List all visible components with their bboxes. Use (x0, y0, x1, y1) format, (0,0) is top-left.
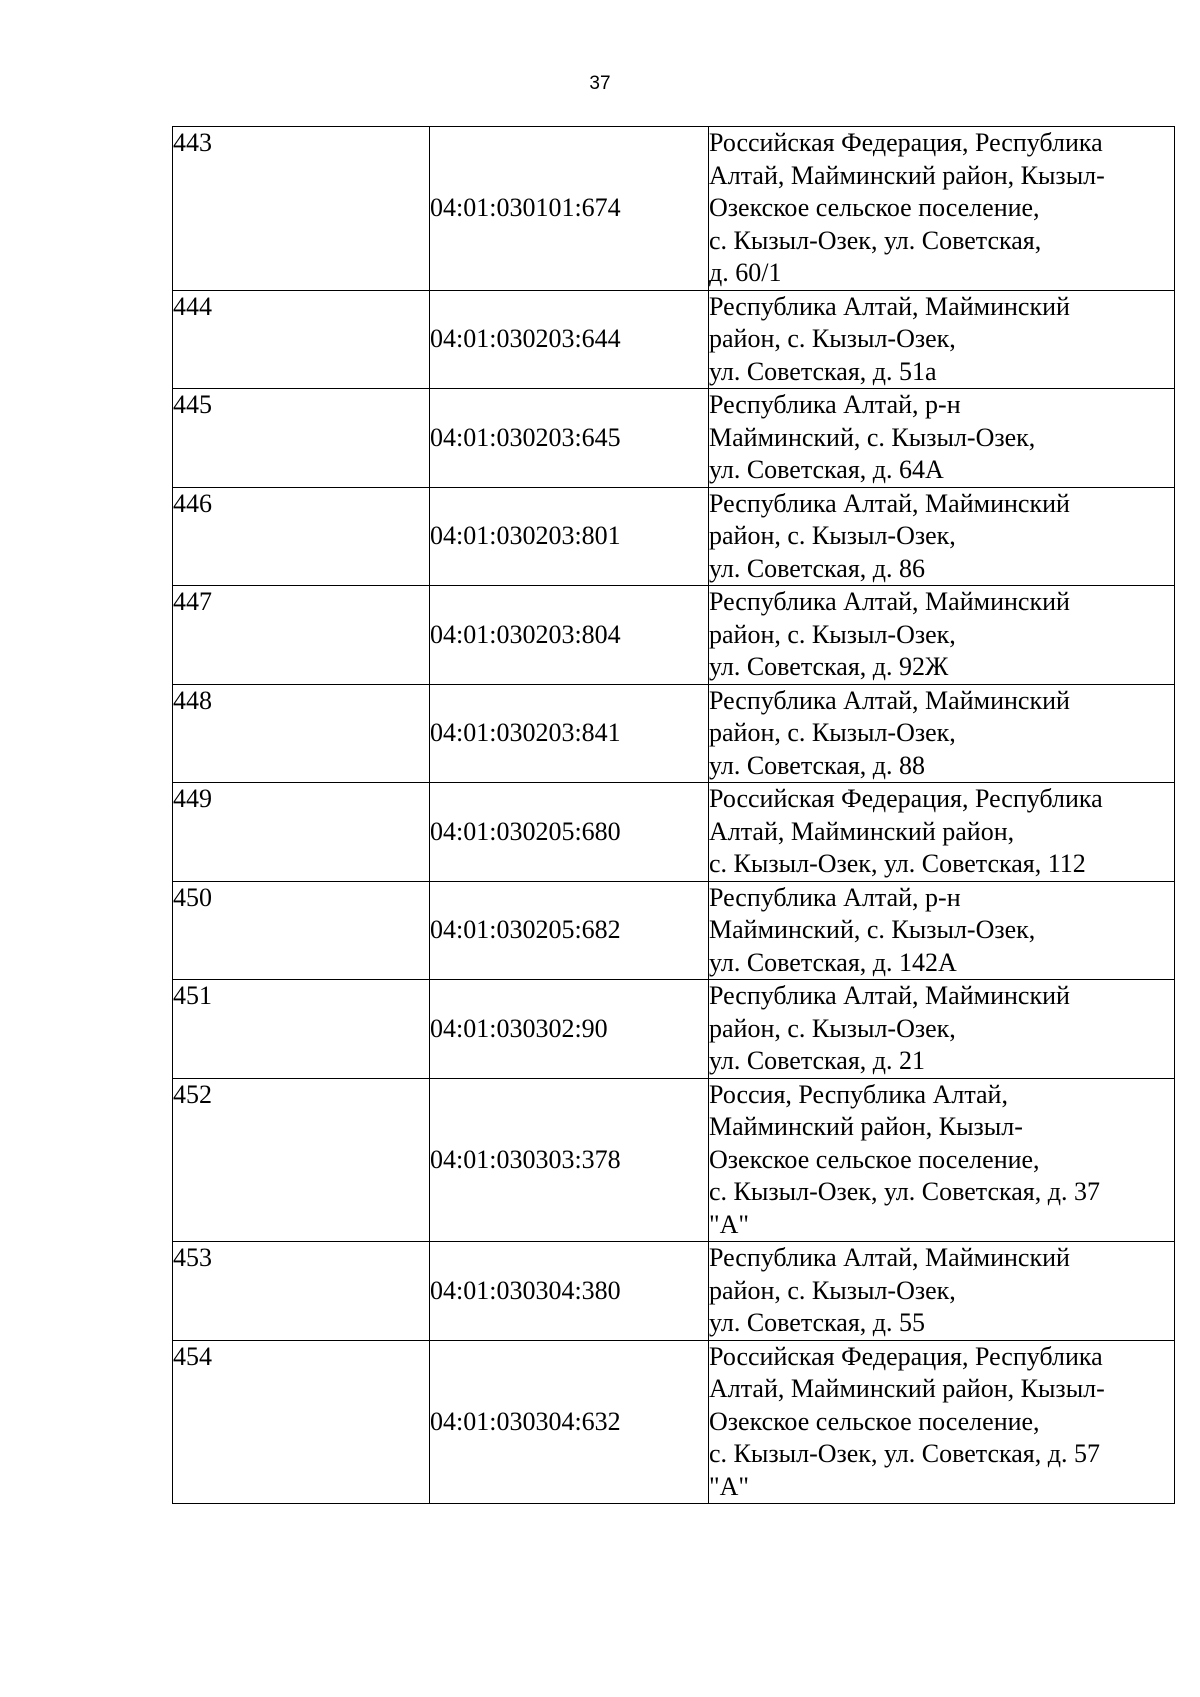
address-line: Российская Федерация, Республика (709, 128, 1103, 157)
address-line: ул. Советская, д. 142А (709, 947, 957, 977)
address-line: район, с. Кызыл-Озек, (709, 619, 956, 649)
cadastral-number-cell: 04:01:030205:682 (430, 881, 709, 980)
row-number-cell: 453 (173, 1242, 430, 1341)
address-line: ул. Советская, д. 88 (709, 750, 926, 780)
address-line: Алтай, Майминский район, Кызыл- (709, 1374, 1105, 1403)
address-line: Республика Алтай, Майминский (709, 981, 1070, 1010)
address-cell (709, 1078, 1175, 1242)
address-line: Республика Алтай, р-н (709, 390, 961, 419)
address-line: ул. Советская, д. 55 (709, 1308, 926, 1337)
address-line: Озекское сельское поселение, (709, 1144, 1040, 1174)
address-line: Майминский, с. Кызыл-Озек, (709, 422, 1036, 452)
table-row (173, 127, 1175, 291)
address-line: ул. Советская, д. 51а (709, 356, 937, 386)
address-line: Озекское сельское поселение, (709, 193, 1040, 222)
address-cell (709, 586, 1175, 685)
address-line: Республика Алтай, Майминский (709, 587, 1070, 616)
address-line: с. Кызыл-Озек, ул. Советская, д. 37 (709, 1177, 1100, 1206)
address-line: Майминский район, Кызыл- (709, 1112, 1023, 1141)
address-line: с. Кызыл-Озек, ул. Советская, 112 (709, 849, 1086, 878)
row-number-cell: 443 (173, 127, 430, 291)
address-cell (709, 1340, 1175, 1504)
address-line: Российская Федерация, Республика (709, 784, 1103, 813)
row-number-cell: 451 (173, 980, 430, 1079)
cadastral-number-cell: 04:01:030304:632 (430, 1340, 709, 1504)
cadastral-number-cell: 04:01:030203:801 (430, 487, 709, 586)
registry-table (172, 126, 1175, 1504)
table-row (173, 684, 1175, 783)
cadastral-number-cell: 04:01:030203:804 (430, 586, 709, 685)
row-number-cell: 447 (173, 586, 430, 685)
address-line: Алтай, Майминский район, (709, 816, 1015, 846)
address-line: район, с. Кызыл-Озек, (709, 324, 956, 353)
address-line: Майминский, с. Кызыл-Озек, (709, 915, 1036, 944)
address-cell (709, 881, 1175, 980)
address-line: Республика Алтай, Майминский (709, 488, 1070, 518)
cadastral-number-cell: 04:01:030304:380 (430, 1242, 709, 1341)
address-line: Россия, Республика Алтай, (709, 1079, 1008, 1109)
address-line: с. Кызыл-Озек, ул. Советская, д. 57 (709, 1439, 1100, 1468)
row-number-cell: 450 (173, 881, 430, 980)
table-row (173, 1242, 1175, 1341)
cadastral-number-cell: 04:01:030205:680 (430, 783, 709, 882)
table-row (173, 1340, 1175, 1504)
address-line: "А" (709, 1209, 750, 1239)
address-line: ул. Советская, д. 86 (709, 553, 926, 583)
row-number-cell: 446 (173, 487, 430, 586)
address-line: с. Кызыл-Озек, ул. Советская, (709, 225, 1042, 255)
table-row (173, 586, 1175, 685)
table-row (173, 389, 1175, 488)
cadastral-number-cell: 04:01:030303:378 (430, 1078, 709, 1242)
address-cell (709, 127, 1175, 291)
address-cell (709, 980, 1175, 1079)
address-line: Республика Алтай, Майминский (709, 291, 1070, 321)
address-line: Алтай, Майминский район, Кызыл- (709, 160, 1105, 190)
address-line: район, с. Кызыл-Озек, (709, 718, 956, 747)
row-number-cell: 444 (173, 290, 430, 389)
row-number-cell: 448 (173, 684, 430, 783)
address-cell (709, 684, 1175, 783)
cadastral-number-cell: 04:01:030203:841 (430, 684, 709, 783)
address-line: ул. Советская, д. 64А (709, 455, 944, 484)
address-cell (709, 389, 1175, 488)
address-line: Озекское сельское поселение, (709, 1406, 1040, 1436)
address-cell (709, 487, 1175, 586)
table-row (173, 783, 1175, 882)
address-line: Республика Алтай, Майминский (709, 685, 1070, 715)
address-line: район, с. Кызыл-Озек, (709, 521, 956, 550)
cadastral-number-cell: 04:01:030302:90 (430, 980, 709, 1079)
address-cell (709, 1242, 1175, 1341)
table-row (173, 980, 1175, 1079)
table-row (173, 881, 1175, 980)
row-number-cell: 452 (173, 1078, 430, 1242)
table-row (173, 290, 1175, 389)
address-line: д. 60/1 (709, 258, 782, 287)
address-line: район, с. Кызыл-Озек, (709, 1275, 956, 1305)
address-line: Республика Алтай, р-н (709, 882, 961, 912)
address-line: район, с. Кызыл-Озек, (709, 1013, 956, 1043)
cadastral-number-cell: 04:01:030203:644 (430, 290, 709, 389)
row-number-cell: 454 (173, 1340, 430, 1504)
table-row (173, 487, 1175, 586)
address-line: ул. Советская, д. 21 (709, 1046, 926, 1075)
address-cell (709, 290, 1175, 389)
address-line: Республика Алтай, Майминский (709, 1243, 1070, 1272)
registry-table-body (173, 127, 1175, 1504)
cadastral-number-cell: 04:01:030203:645 (430, 389, 709, 488)
address-line: "А" (709, 1471, 750, 1501)
page-number: 37 (589, 73, 611, 94)
row-number-cell: 449 (173, 783, 430, 882)
address-line: ул. Советская, д. 92Ж (709, 652, 949, 681)
address-line: Российская Федерация, Республика (709, 1341, 1103, 1371)
row-number-cell: 445 (173, 389, 430, 488)
cadastral-number-cell: 04:01:030101:674 (430, 127, 709, 291)
table-row (173, 1078, 1175, 1242)
address-cell (709, 783, 1175, 882)
